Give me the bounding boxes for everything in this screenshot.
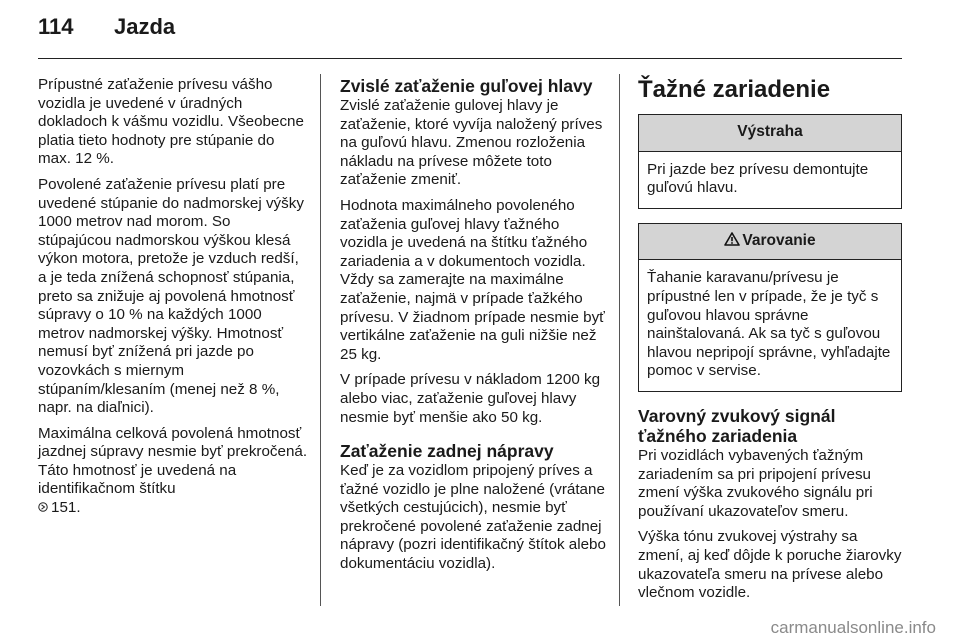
warning-text: Ťahanie karavanu/prívesu je prípustné len v prípade, že je tyč s guľovou hlavou správne nainštalovaná. Ak sa tyč s guľovou hlavou nepripojí správne, vyhľadajte pomoc v servise. (647, 269, 891, 380)
caution-box (638, 114, 902, 209)
paragraph: Keď je za vozidlom pripojený príves a ťažné vozidlo je plne naložené (vrátane všetkých cestujúcich), nesmie byť prekročené povolené zaťaženie zadnej nápravy (pozri identifikačný štítok alebo dokumentáciu vozidla). (340, 462, 606, 573)
page-ref-link[interactable]: 151. (51, 499, 81, 517)
caution-heading: Výstraha (639, 115, 901, 152)
watermark: carmanualsonline.info (770, 618, 936, 637)
section-heading: Varovný zvukový signál ťažného zariadenia (638, 405, 836, 446)
page-number: 114 (38, 14, 74, 39)
section-heading: Zaťaženie zadnej nápravy (340, 441, 554, 462)
column-2 (340, 76, 606, 581)
header-rule (38, 58, 902, 59)
warning-heading: Varovanie (742, 231, 816, 249)
warning-header (639, 224, 901, 261)
paragraph: Zvislé zaťaženie gulovej hlavy je zaťaženie, ktoré vyvíja naložený príves na guľovú hlavu. Zmenou rozloženia nákladu na prívese môžete toto zaťaženie zmeniť. (340, 97, 603, 189)
paragraph: Povolené zaťaženie prívesu platí pre uvedené stúpanie do nadmorskej výšky 1000 metrov nad morom. So stúpajúcou nadmorskou výškou klesá výkon motora, pretože je vzduch redší, a je teda znížená schopnosť stúpania, preto sa znižuje aj povolená hmotnosť súpravy o 10 % na každých 1000 metrov nadmorskej výšky. Hmotnosť nemusí byť znížená pri jazde po vozovkách s miernym stúpaním/klesaním (menej než 8 %, napr. na diaľnici). (38, 175, 304, 417)
column-3 (638, 76, 902, 610)
paragraph: Maximálna celková povolená hmotnosť jazdnej súpravy nesmie byť prekročená. Táto hmotnosť je uvedená na identifikačnom štítku 151. (38, 424, 308, 517)
section-heading: Zvislé zaťaženie guľovej hlavy (340, 76, 593, 96)
paragraph: Hodnota maximálneho povoleného zaťaženia guľovej hlavy ťažného vozidla je uvedená na štítku ťažného zariadenia a v dokumentoch vozidla. Vždy sa zamerajte na maximálne zaťaženie, najmä v prípade ťažkého prívesu. V žiadnom prípade nesmie byť vertikálne zaťaženie na guli nižšie než 25 kg. (340, 196, 605, 363)
column-divider (320, 74, 321, 606)
page-ref-arrow-icon (38, 499, 48, 518)
paragraph: V prípade prívesu v nákladom 1200 kg alebo viac, zaťaženie guľovej hlavy nesmie byť menšie ako 50 kg. (340, 371, 601, 426)
warning-triangle-icon (724, 232, 740, 246)
paragraph: Pri vozidlách vybavených ťažným zariadením sa pri pripojení prívesu zmení výška zvukového signálu pri používaní ukazovateľov smeru. (638, 446, 873, 520)
column-1 (38, 76, 308, 525)
chapter-title: Ťažné zariadenie (638, 76, 831, 103)
caution-text: Pri jazde bez prívesu demontujte guľovú hlavu. (647, 160, 869, 197)
warning-box (638, 223, 902, 392)
paragraph: Výška tónu zvukovej výstrahy sa zmení, aj keď dôjde k poruche žiarovky ukazovateľa smeru na prívese alebo vlečnom vozidle. (638, 528, 902, 602)
paragraph: Prípustné zaťaženie prívesu vášho vozidla je uvedené v úradných dokladoch k vášmu vozidlu. Všeobecne platia tieto hodnoty pre stúpanie do max. 12 %. (38, 76, 304, 168)
column-divider (619, 74, 620, 606)
section-title: Jazda (114, 14, 176, 39)
page-header (38, 14, 175, 50)
